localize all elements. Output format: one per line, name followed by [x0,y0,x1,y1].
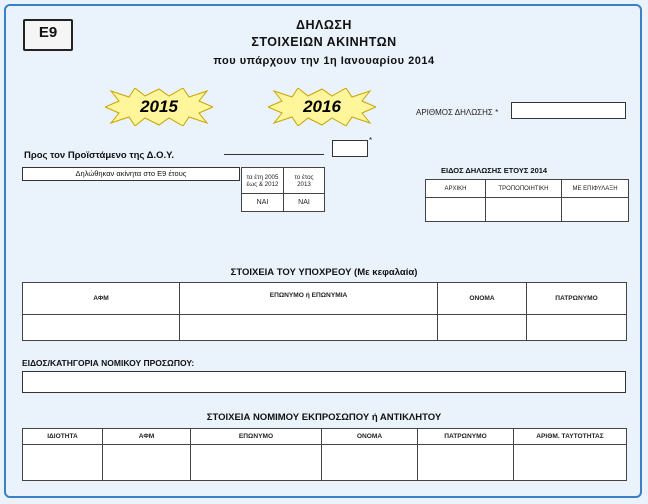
representative-table [22,428,627,481]
legal-entity-field[interactable] [22,371,626,393]
rep-id-number-field[interactable] [514,445,627,481]
declaration-type-table [425,179,629,222]
e9-declared-label: Δηλώθηκαν ακίνητα στο Ε9 έτους [22,167,240,181]
obligor-surname-field[interactable] [180,315,438,341]
starburst-label-right: 2016 [303,97,341,116]
tax-office-label: Προς τον Προϊστάμενο της Δ.Ο.Υ. [24,150,175,161]
starburst-label-left: 2015 [140,97,178,116]
legal-entity-label: ΕΙΔΟΣ/ΚΑΤΗΓΟΡΙΑ ΝΟΜΙΚΟΥ ΠΡΟΣΩΠΟΥ: [22,358,195,368]
year-starburst-2015 [105,88,213,126]
obligor-fathername-field[interactable] [527,315,627,341]
e9-col2-line2: 2013 [297,180,311,188]
e9-val-period[interactable]: ΝΑΙ [242,194,284,212]
declaration-number-field[interactable] [511,102,626,119]
representative-section-title: ΣΤΟΙΧΕΙΑ ΝΟΜΙΜΟΥ ΕΚΠΡΟΣΩΠΟΥ ή ΑΝΤΙΚΛΗΤΟΥ [206,412,442,423]
rep-afm-field[interactable] [103,445,191,481]
decl-type-reservation: ΜΕ ΕΠΙΦΥΛΑΞΗ [562,180,629,198]
obligor-col-surname: ΕΠΩΝΥΜΟ ή ΕΠΩΝΥΜΙΑ [180,283,438,315]
form-title: ΔΗΛΩΣΗ [296,18,352,32]
obligor-table [22,282,627,341]
obligor-afm-field[interactable] [23,315,180,341]
e9-col1-line1: τα έτη 2005 [246,173,279,181]
rep-col-surname: ΕΠΩΝΥΜΟ [191,429,322,445]
rep-capacity-field[interactable] [23,445,103,481]
obligor-section-title: ΣΤΟΙΧΕΙΑ ΤΟΥ ΥΠΟΧΡΕΟΥ (Με κεφαλαία) [230,267,418,278]
asterisk-mark: * [369,136,373,145]
decl-type-initial-check[interactable] [426,198,486,222]
obligor-col-name: ΟΝΟΜΑ [438,283,527,315]
decl-type-amending: ΤΡΟΠΟΠΟΙΗΤΙΚΗ [486,180,562,198]
form-frame [4,4,642,498]
decl-type-initial: ΑΡΧΙΚΗ [426,180,486,198]
tax-office-field[interactable] [224,154,324,155]
e9-col1-line2: έως & 2012 [246,180,279,188]
e9-col-year-header [284,168,325,194]
rep-col-name: ΟΝΟΜΑ [322,429,418,445]
obligor-col-fathername: ΠΑΤΡΩΝΥΜΟ [527,283,627,315]
rep-col-fathername: ΠΑΤΡΩΝΥΜΟ [418,429,514,445]
obligor-col-afm: ΑΦΜ [23,283,180,315]
e9-val-year[interactable]: ΝΑΙ [284,194,325,212]
e9-col-period-header [242,168,284,194]
tax-office-code-field[interactable] [332,140,368,157]
form-date-line: που υπάρχουν την 1η Ιανουαρίου 2014 [213,55,435,67]
e9-declared-table [241,167,325,212]
form-subtitle: ΣΤΟΙΧΕΙΩΝ ΑΚΙΝΗΤΩΝ [251,35,397,49]
rep-name-field[interactable] [322,445,418,481]
rep-col-capacity: ΙΔΙΟΤΗΤΑ [23,429,103,445]
e9-col2-line1: το έτος [294,173,314,181]
declaration-type-title: ΕΙΔΟΣ ΔΗΛΩΣΗΣ ΕΤΟΥΣ 2014 [441,166,548,175]
decl-type-reservation-check[interactable] [562,198,629,222]
rep-surname-field[interactable] [191,445,322,481]
rep-fathername-field[interactable] [418,445,514,481]
declaration-number-label: ΑΡΙΘΜΟΣ ΔΗΛΩΣΗΣ * [416,108,499,117]
year-starburst-2016 [268,88,376,126]
obligor-name-field[interactable] [438,315,527,341]
form-code-badge: E9 [23,19,73,51]
rep-col-afm: ΑΦΜ [103,429,191,445]
rep-col-id-number: ΑΡΙΘΜ. ΤΑΥΤΟΤΗΤΑΣ [514,429,627,445]
decl-type-amending-check[interactable] [486,198,562,222]
